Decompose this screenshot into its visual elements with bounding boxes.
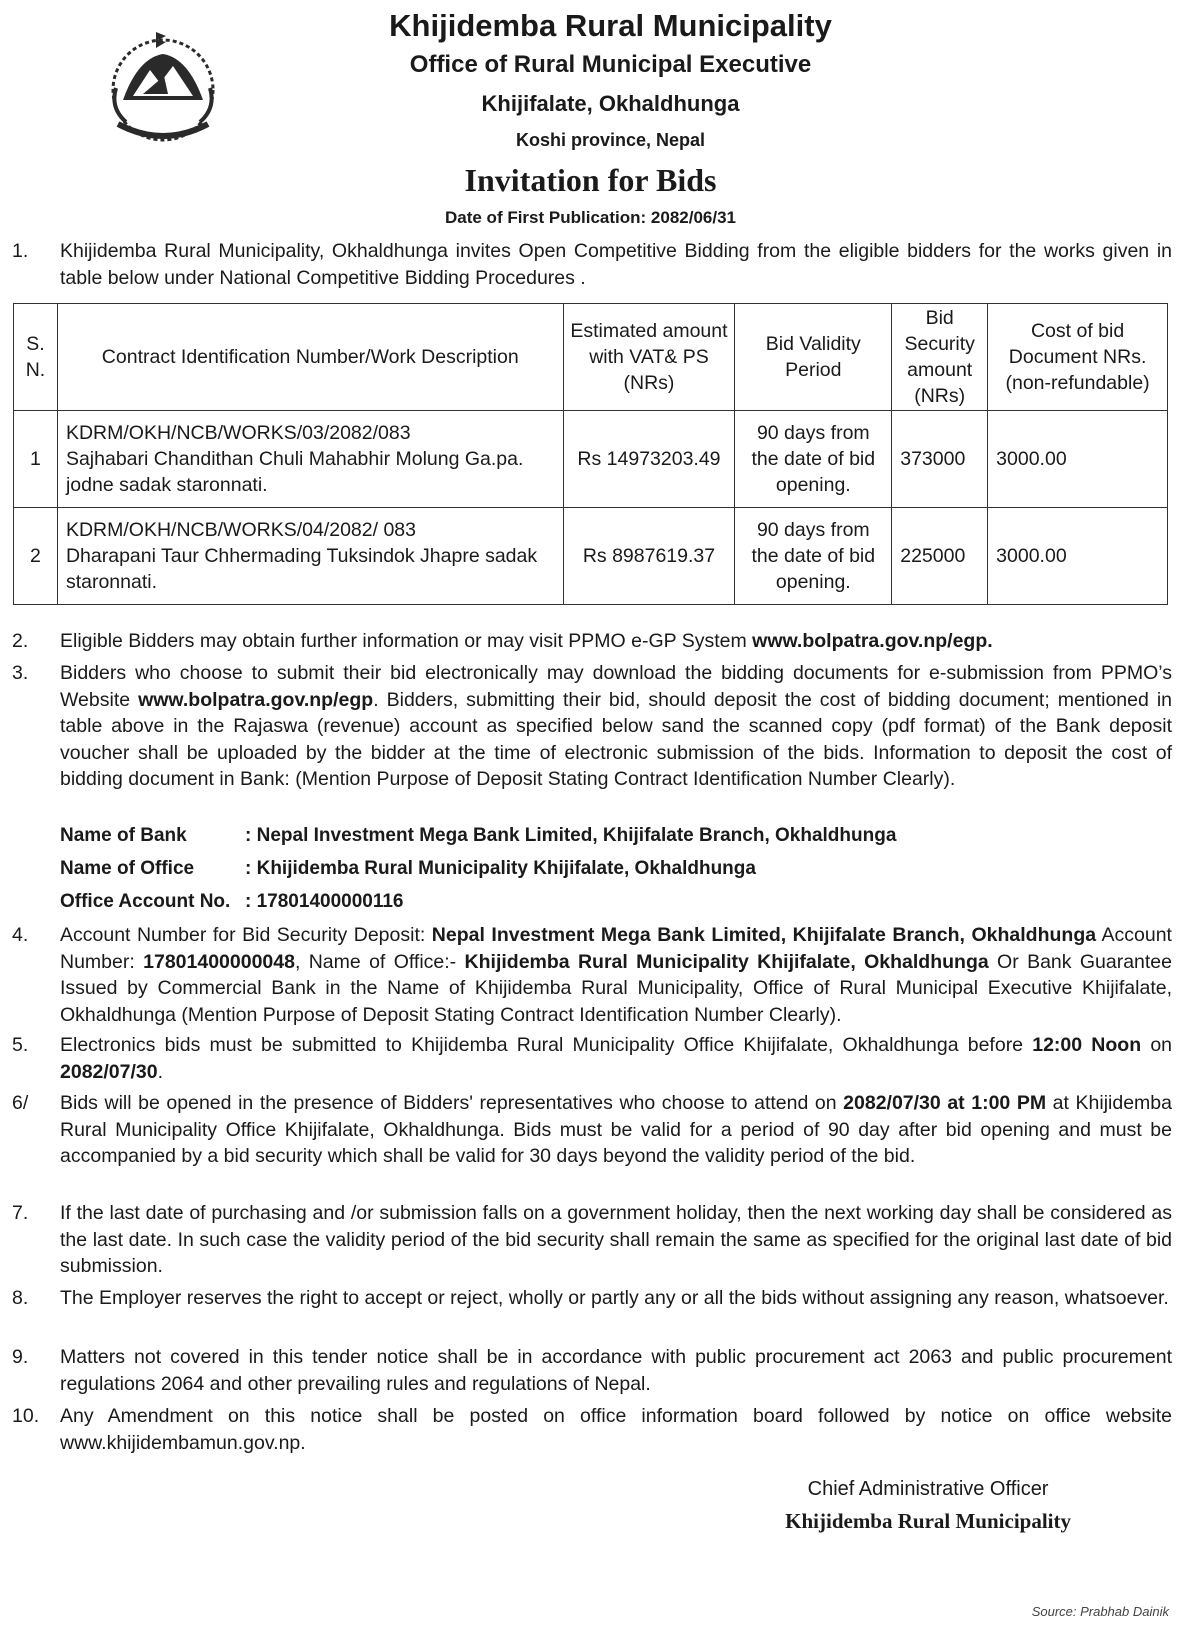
paragraph-6: 6/ Bids will be opened in the presence of Bidders' representatives who choose to attend on 2082/07/30 at 1:00 PM at Khijidemba Rural Municipality Office Khijifalate, Okhaldhunga. Bids must be valid for a period of 90 day after bid opening and must be accompanied by a bid security which shall be valid for 30 days beyond the validity period of the bid. [12, 1092, 1172, 1167]
paragraph-7: 7. If the last date of purchasing and /or submission falls on a government holiday, then the next working day shall be considered as the last date. In such case the validity period of the bid security shall remain the same as specified for the original last date of bid submission. [12, 1202, 1172, 1277]
document-cost: 3000.00 [988, 508, 1168, 605]
table-header-row [14, 304, 1168, 411]
work-description: Sajhabari Chandithan Chuli Mahabhir Molung Ga.pa. jodne sadak staronnati. [65, 448, 524, 496]
signatory-role: Chief Administrative Officer [807, 1478, 1049, 1500]
document-cost: 3000.00 [988, 411, 1168, 508]
header-cost: Cost of bid Document NRs. (non-refundable) [988, 304, 1168, 411]
contract-id: KDRM/OKH/NCB/WORKS/03/2082/083 [65, 422, 411, 444]
work-description: Dharapani Taur Chhermading Tuksindok Jhapre sadak staronnati. [65, 545, 538, 593]
contract-id: KDRM/OKH/NCB/WORKS/04/2082/ 083 [65, 519, 416, 541]
paragraph-1: 1. Khijidemba Rural Municipality, Okhaldhunga invites Open Competitive Bidding from the eligible bidders for the works given in table below under National Competitive Bidding Procedures . [12, 240, 1172, 289]
notice-title: Invitation for Bids [464, 162, 717, 198]
paragraph-10: 10. Any Amendment on this notice shall be posted on office information board followed by notice on office website www.khijidembamun.gov.np. [12, 1405, 1172, 1454]
paragraph-4: 4. Account Number for Bid Security Deposit: Nepal Investment Mega Bank Limited, Khijifalate Branch, Okhaldhunga Account Number: 17801400000048, Name of Office:- Khijidemba Rural Municipality Khijifalate, Okhaldhunga Or Bank Guarantee Issued by Commercial Bank in the Name of Khijidemba Rural Municipality, Office of Rural Municipal Executive Khijifalate, Okhaldhunga (Mention Purpose of Deposit Stating Contract Identification Number Clearly). [12, 924, 1173, 1026]
publication-date: Date of First Publication: 2082/06/31 [444, 208, 736, 227]
header-validity: Bid Validity Period [735, 304, 892, 411]
office-name: Office of Rural Municipal Executive [409, 51, 812, 78]
bank-name-row: Name of Bank : Nepal Investment Mega Bank Limited, Khijifalate Branch, Okhaldhunga [60, 825, 897, 846]
office-name-row: Name of Office : Khijidemba Rural Municipality Khijifalate, Okhaldhunga [60, 858, 756, 879]
bid-validity: 90 days from the date of bid opening. [735, 508, 892, 605]
header-sn: S. N. [14, 304, 58, 411]
header-description: Contract Identification Number/Work Description [57, 304, 563, 411]
bid-validity: 90 days from the date of bid opening. [735, 411, 892, 508]
paragraph-5: 5. Electronics bids must be submitted to Khijidemba Rural Municipality Office Khijifalate, Okhaldhunga before 12:00 Noon on 2082/07/30. [12, 1034, 1173, 1083]
paragraph-8: 8. The Employer reserves the right to accept or reject, wholly or partly any or all the bids without assigning any reason, whatsoever. [12, 1287, 1169, 1309]
egp-link[interactable]: www.bolpatra.gov.np/egp [138, 688, 374, 711]
egp-link[interactable]: www.bolpatra.gov.np/egp. [752, 630, 993, 652]
table-row: 1 KDRM/OKH/NCB/WORKS/03/2082/083 Sajhabari Chandithan Chuli Mahabhir Molung Ga.pa. jodne sadak staronnati. Rs 14973203.49 90 days from the date of bid opening. 373000 3000.00 [14, 411, 1168, 508]
estimated-amount: Rs 8987619.37 [563, 508, 735, 605]
bid-security: 373000 [892, 411, 988, 508]
account-number-row: Office Account No. : 17801400000116 [60, 891, 404, 912]
header-security: Bid Security amount (NRs) [892, 304, 988, 411]
paragraph-3: 3. Bidders who choose to submit their bid electronically may download the bidding documents for e-submission from PPMO’s Website www.bolpatra.gov.np/egp. Bidders, submitting their bid, should deposit the cost of bidding document; mentioned in table above in the Rajaswa (revenue) account as specified below sand the scanned copy (pdf format) of the Bank deposit voucher shall be uploaded by the bidder at the time of electronic submission of the bids. Information to deposit the cost of bidding document in Bank: (Mention Purpose of Deposit Stating Contract Identification Number Clearly). [12, 662, 1172, 790]
header-amount: Estimated amount with VAT& PS (NRs) [563, 304, 735, 411]
signatory-org: Khijidemba Rural Municipality [785, 1509, 1071, 1533]
office-address: Khijifalate, Okhaldhunga [481, 91, 740, 116]
signature-block [785, 1474, 1071, 1538]
notice-header [0, 6, 1181, 232]
table-row: 2 KDRM/OKH/NCB/WORKS/04/2082/ 083 Dharapani Taur Chhermading Tuksindok Jhapre sadak staronnati. Rs 8987619.37 90 days from the date of bid opening. 225000 3000.00 [14, 508, 1168, 605]
paragraph-2: 2. Eligible Bidders may obtain further information or may visit PPMO e-GP System www.bolpatra.gov.np/egp. [12, 630, 993, 652]
bid-security: 225000 [892, 508, 988, 605]
organization-name: Khijidemba Rural Municipality [389, 8, 832, 43]
estimated-amount: Rs 14973203.49 [563, 411, 735, 508]
bid-table [13, 303, 1168, 605]
paragraph-9: 9. Matters not covered in this tender notice shall be in accordance with public procurement act 2063 and public procurement regulations 2064 and other prevailing rules and regulations of Nepal. [12, 1346, 1172, 1395]
source-credit: Source: Prabhab Dainik [1031, 1604, 1169, 1619]
province: Koshi province, Nepal [515, 130, 706, 150]
